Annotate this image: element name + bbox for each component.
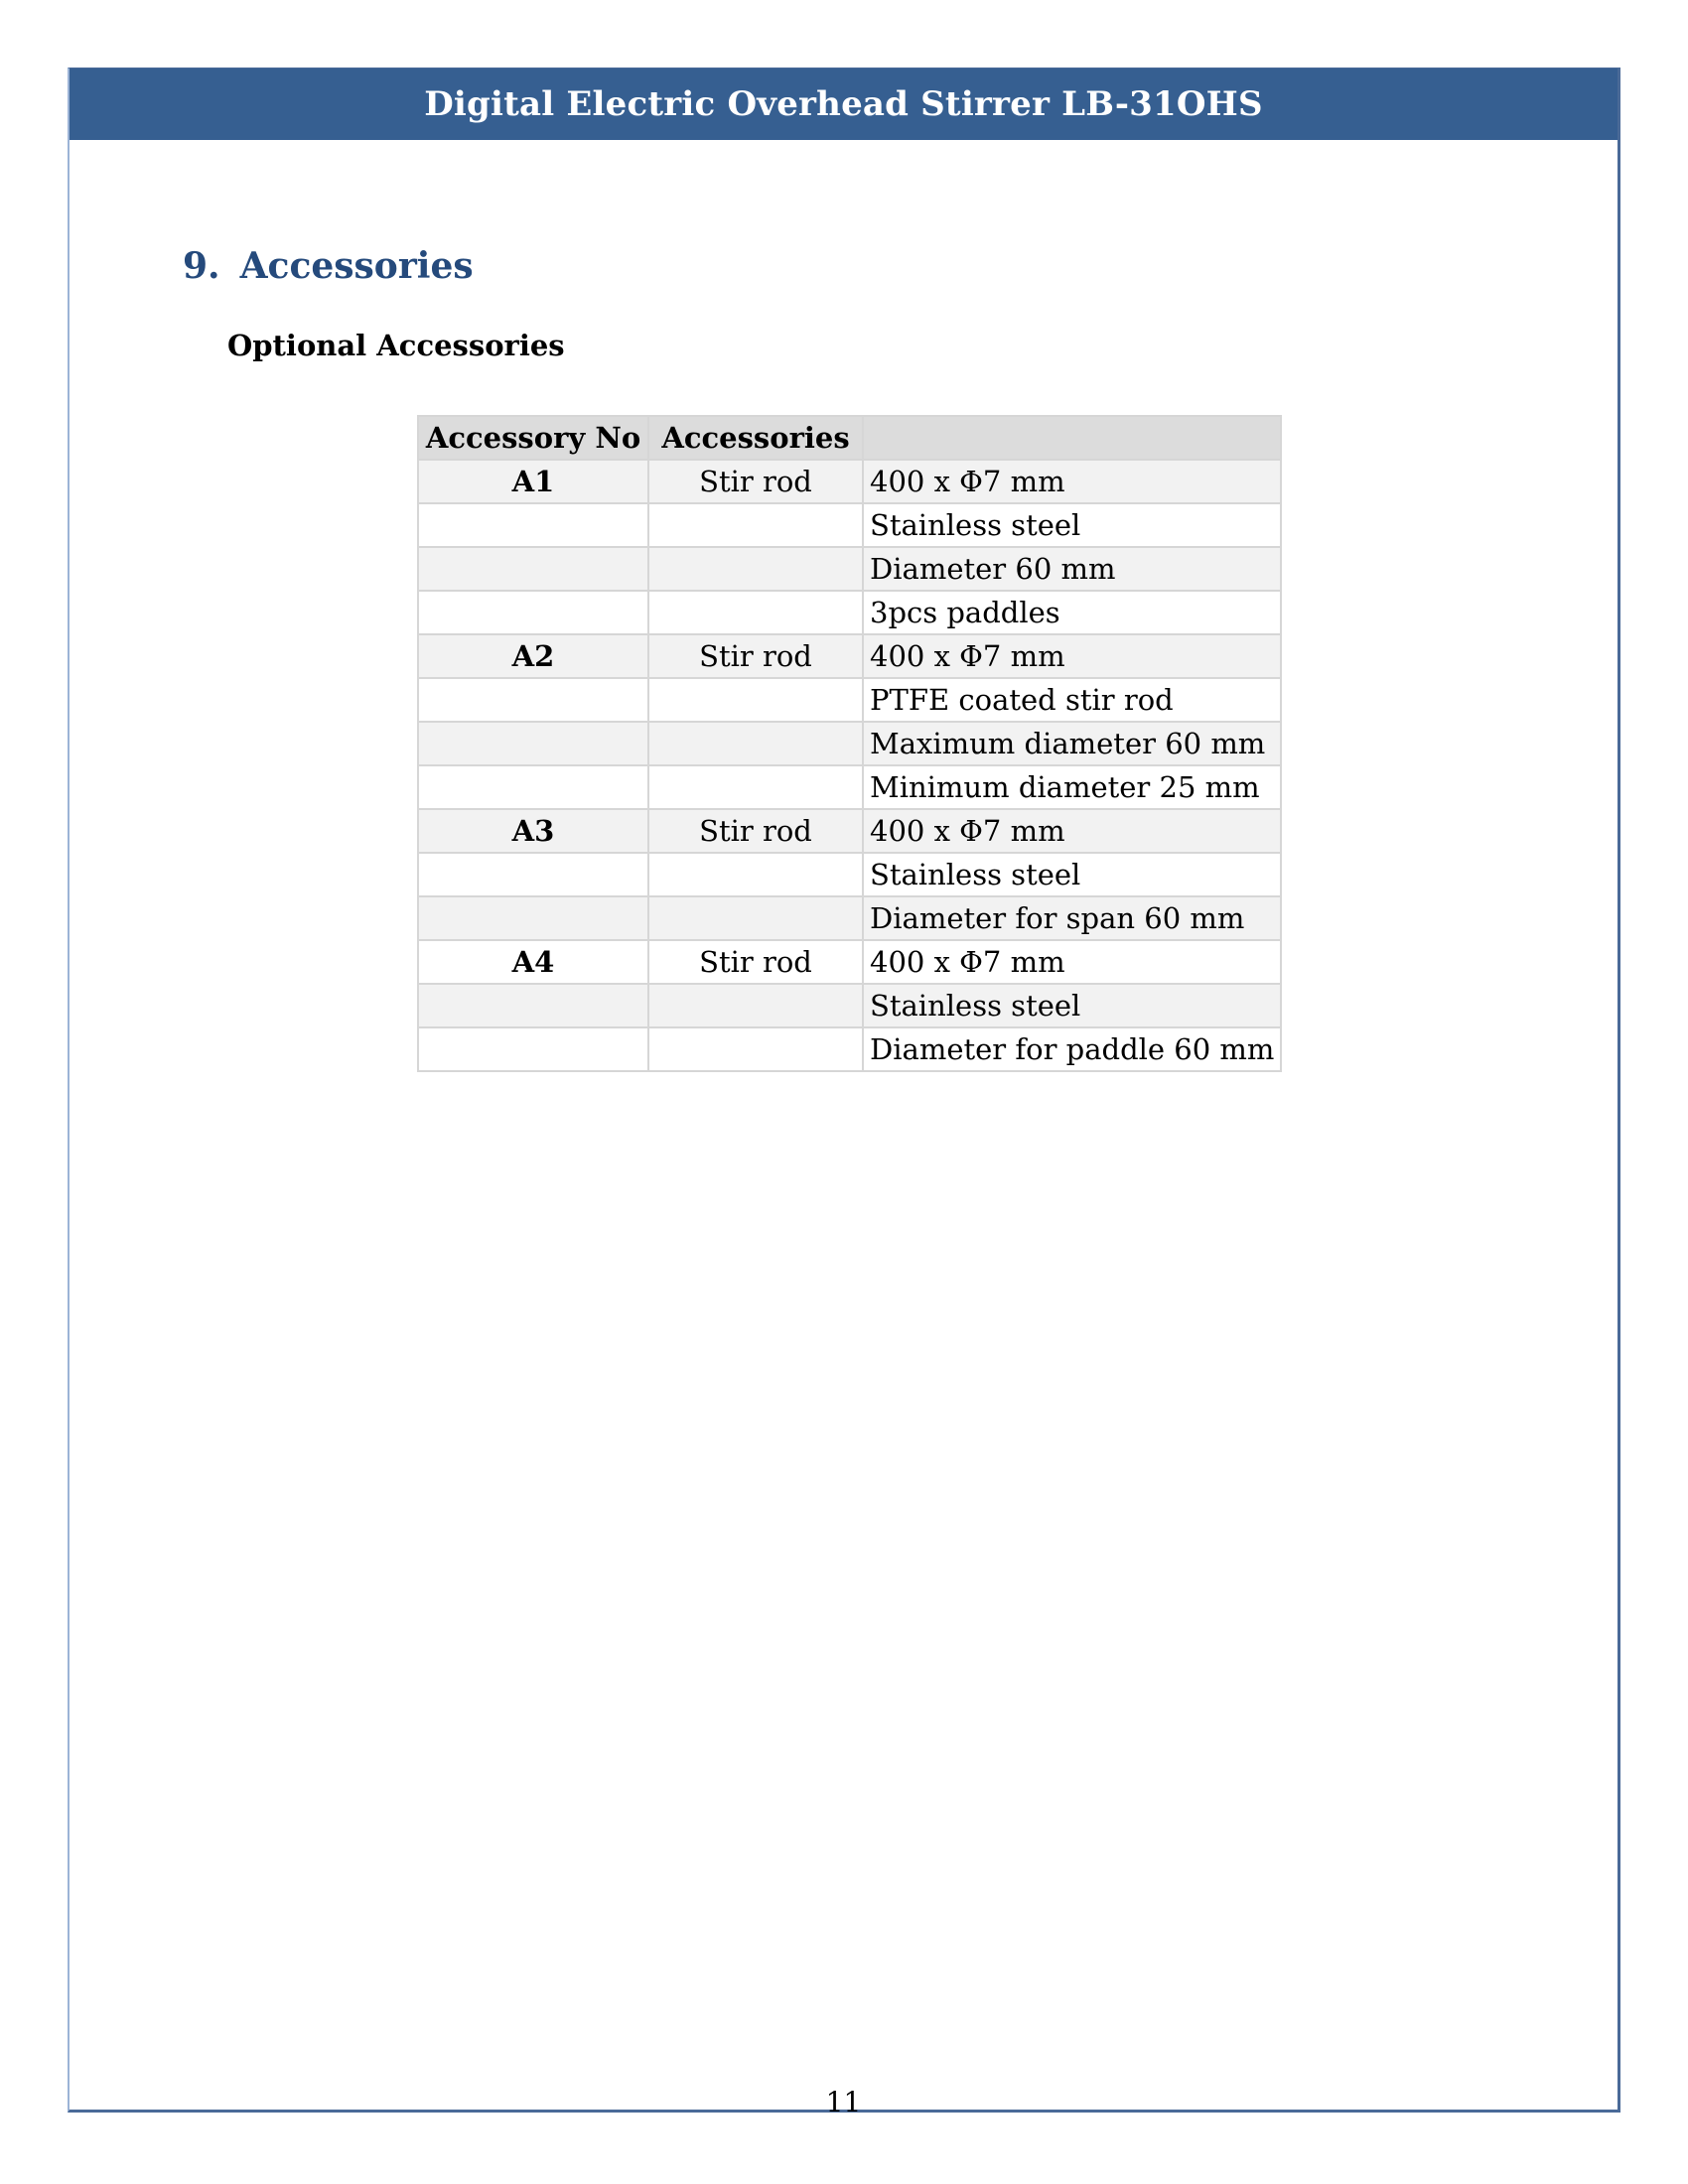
- page-frame: [68, 68, 1620, 2118]
- table-row: [418, 940, 1281, 984]
- table-row: [418, 722, 1281, 765]
- table-row: [418, 765, 1281, 809]
- column-header-accessories: Accessories: [648, 416, 863, 460]
- accessory-no-cell: [418, 853, 648, 896]
- section-title: Accessories: [239, 245, 474, 287]
- accessory-name-cell: [648, 984, 863, 1027]
- table-body: [418, 460, 1281, 1071]
- table-row: [418, 547, 1281, 591]
- accessory-name-cell: [648, 896, 863, 940]
- accessory-name-cell: [648, 591, 863, 634]
- column-header-accessory-no: Accessory No: [418, 416, 648, 460]
- accessory-no-cell: [418, 1027, 648, 1071]
- table-header-row: [418, 416, 1281, 460]
- table-row: [418, 591, 1281, 634]
- accessory-spec-cell: 3pcs paddles: [863, 591, 1281, 634]
- accessory-spec-cell: 400 x Φ7 mm: [863, 809, 1281, 853]
- accessory-spec-cell: 400 x Φ7 mm: [863, 460, 1281, 503]
- accessory-no-cell: [418, 722, 648, 765]
- accessory-no-cell: [418, 591, 648, 634]
- accessory-name-cell: Stir rod: [648, 460, 863, 503]
- accessory-name-cell: [648, 765, 863, 809]
- document-title: Digital Electric Overhead Stirrer LB-31OHS: [424, 84, 1263, 124]
- accessory-spec-cell: PTFE coated stir rod: [863, 678, 1281, 722]
- accessory-spec-cell: Diameter for span 60 mm: [863, 896, 1281, 940]
- document-header: [70, 68, 1618, 140]
- accessory-spec-cell: Minimum diameter 25 mm: [863, 765, 1281, 809]
- accessory-spec-cell: Maximum diameter 60 mm: [863, 722, 1281, 765]
- table-row: [418, 503, 1281, 547]
- accessory-name-cell: Stir rod: [648, 809, 863, 853]
- accessory-no-cell: [418, 503, 648, 547]
- table-row: [418, 853, 1281, 896]
- accessory-spec-cell: Diameter for paddle 60 mm: [863, 1027, 1281, 1071]
- table-row: [418, 634, 1281, 678]
- accessory-spec-cell: 400 x Φ7 mm: [863, 940, 1281, 984]
- table-row: [418, 678, 1281, 722]
- accessory-name-cell: [648, 503, 863, 547]
- accessory-no-cell: A1: [418, 460, 648, 503]
- accessory-spec-cell: 400 x Φ7 mm: [863, 634, 1281, 678]
- accessory-name-cell: [648, 678, 863, 722]
- table-row: [418, 809, 1281, 853]
- accessory-no-cell: [418, 896, 648, 940]
- accessory-name-cell: [648, 547, 863, 591]
- accessory-spec-cell: Diameter 60 mm: [863, 547, 1281, 591]
- accessory-no-cell: [418, 678, 648, 722]
- table-row: [418, 460, 1281, 503]
- accessory-spec-cell: Stainless steel: [863, 853, 1281, 896]
- accessory-spec-cell: Stainless steel: [863, 503, 1281, 547]
- accessories-table: [417, 415, 1282, 1072]
- table-row: [418, 1027, 1281, 1071]
- accessory-name-cell: Stir rod: [648, 634, 863, 678]
- page-number: 11: [825, 2086, 862, 2118]
- accessory-no-cell: [418, 765, 648, 809]
- accessory-no-cell: [418, 547, 648, 591]
- table-row: [418, 896, 1281, 940]
- accessory-no-cell: A2: [418, 634, 648, 678]
- column-header-spec: [863, 416, 1281, 460]
- section-heading: [183, 245, 474, 287]
- accessory-name-cell: [648, 722, 863, 765]
- accessory-no-cell: [418, 984, 648, 1027]
- accessory-no-cell: A3: [418, 809, 648, 853]
- optional-accessories-heading: Optional Accessories: [227, 329, 565, 362]
- accessory-name-cell: [648, 853, 863, 896]
- accessory-name-cell: [648, 1027, 863, 1071]
- table-row: [418, 984, 1281, 1027]
- accessory-spec-cell: Stainless steel: [863, 984, 1281, 1027]
- accessory-name-cell: Stir rod: [648, 940, 863, 984]
- accessory-no-cell: A4: [418, 940, 648, 984]
- section-number: 9.: [183, 245, 220, 287]
